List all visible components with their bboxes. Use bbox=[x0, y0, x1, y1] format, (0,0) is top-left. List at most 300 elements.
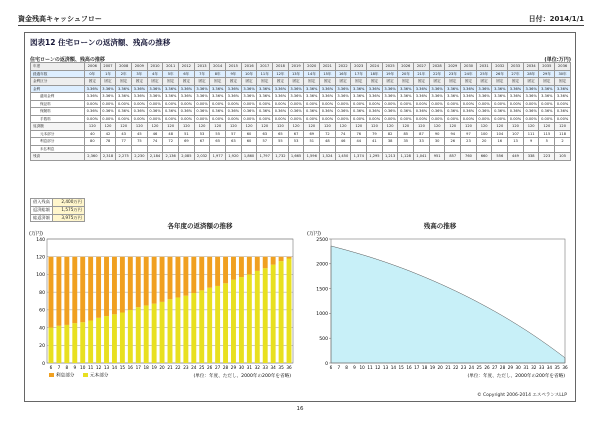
table-cell: 0.00% bbox=[539, 115, 555, 123]
elapsed-cell: 22年 bbox=[429, 70, 445, 78]
table-cell: 16 bbox=[492, 138, 508, 146]
bar-principal bbox=[263, 268, 268, 363]
x-tick-label: 21 bbox=[167, 365, 173, 370]
bar-interest bbox=[56, 257, 61, 326]
table-cell: 0.00% bbox=[492, 115, 508, 123]
year-cell: 2030 bbox=[461, 63, 477, 71]
x-tick-label: 10 bbox=[80, 365, 86, 370]
table-cell: 0.00% bbox=[179, 100, 195, 108]
table-row bbox=[31, 63, 571, 71]
table-cell: 3.36% bbox=[179, 93, 195, 101]
table-cell: 0.36% bbox=[508, 108, 524, 116]
table-cell: 3.36% bbox=[523, 93, 539, 101]
y-axis-unit: (万円) bbox=[29, 231, 43, 237]
table-cell: 固定 bbox=[382, 78, 398, 86]
table-cell: 固定 bbox=[147, 78, 163, 86]
table-cell: 0.00% bbox=[163, 100, 179, 108]
elapsed-cell: 1年 bbox=[100, 70, 116, 78]
y-tick-label: 500 bbox=[319, 337, 328, 342]
table-cell: 2,360 bbox=[85, 153, 101, 161]
page-number: 16 bbox=[296, 406, 304, 412]
x-tick-label: 30 bbox=[515, 365, 521, 370]
table-cell: 3.36% bbox=[241, 93, 257, 101]
table-row bbox=[31, 153, 571, 161]
table-cell bbox=[288, 145, 304, 153]
table-cell: 0.36% bbox=[398, 108, 414, 116]
table-cell: 120 bbox=[351, 123, 367, 131]
x-tick-label: 25 bbox=[199, 365, 205, 370]
table-cell: 0.00% bbox=[304, 100, 320, 108]
y-tick-label: 1000 bbox=[316, 312, 328, 318]
table-cell: 0.00% bbox=[461, 100, 477, 108]
table-cell: 3.36% bbox=[85, 93, 101, 101]
table-cell: 0.36% bbox=[210, 108, 226, 116]
copyright: © Copyright 2006-2014 エスペランスLLP bbox=[477, 393, 567, 398]
table-cell: 104 bbox=[492, 130, 508, 138]
table-cell: 69 bbox=[304, 130, 320, 138]
table-cell: 3.36% bbox=[445, 93, 461, 101]
table-unit: (単位:万円) bbox=[544, 57, 571, 63]
table-cell: 1,977 bbox=[210, 153, 226, 161]
table-cell: 20 bbox=[476, 138, 492, 146]
table-cell bbox=[476, 145, 492, 153]
table-cell: 120 bbox=[476, 123, 492, 131]
table-cell bbox=[147, 145, 163, 153]
table-cell: 3.36% bbox=[382, 85, 398, 93]
table-cell: 120 bbox=[539, 123, 555, 131]
table-row bbox=[31, 93, 571, 101]
table-cell: 3.36% bbox=[100, 93, 116, 101]
table-cell: 3.36% bbox=[241, 85, 257, 93]
table-cell bbox=[116, 145, 132, 153]
x-tick-label: 23 bbox=[183, 365, 189, 370]
y-tick-label: 1500 bbox=[316, 287, 328, 293]
year-cell: 2034 bbox=[523, 63, 539, 71]
table-cell: 0.00% bbox=[445, 115, 461, 123]
year-cell: 2012 bbox=[179, 63, 195, 71]
year-cell: 2025 bbox=[382, 63, 398, 71]
elapsed-cell: 0年 bbox=[85, 70, 101, 78]
bar-interest bbox=[255, 257, 260, 271]
x-tick-label: 15 bbox=[398, 365, 404, 370]
row-label: 年度 bbox=[31, 63, 85, 71]
table-cell bbox=[508, 145, 524, 153]
table-cell: 固定 bbox=[429, 78, 445, 86]
row-label: 金利区分 bbox=[31, 78, 85, 86]
table-cell: 67 bbox=[288, 130, 304, 138]
table-cell: 223 bbox=[539, 153, 555, 161]
x-tick-label: 26 bbox=[484, 365, 490, 370]
table-cell: 1,732 bbox=[273, 153, 289, 161]
year-cell: 2016 bbox=[241, 63, 257, 71]
table-cell: 74 bbox=[335, 130, 351, 138]
bar-principal bbox=[255, 271, 260, 363]
table-cell: 0.00% bbox=[398, 115, 414, 123]
table-cell: 3.36% bbox=[163, 93, 179, 101]
table-row bbox=[31, 130, 571, 138]
table-cell: 0.00% bbox=[273, 100, 289, 108]
x-tick-label: 25 bbox=[476, 365, 482, 370]
elapsed-cell: 28年 bbox=[523, 70, 539, 78]
table-cell: 0.00% bbox=[147, 115, 163, 123]
table-cell bbox=[445, 145, 461, 153]
x-tick-label: 22 bbox=[175, 365, 181, 370]
figure-frame bbox=[24, 32, 576, 402]
row-label: 適用金利 bbox=[31, 93, 85, 101]
x-tick-label: 22 bbox=[453, 365, 459, 370]
table-cell: 3.36% bbox=[476, 93, 492, 101]
table-cell: 固定 bbox=[273, 78, 289, 86]
bar-principal bbox=[96, 318, 101, 363]
table-cell bbox=[461, 145, 477, 153]
table-cell bbox=[539, 145, 555, 153]
row-label: 利息部分 bbox=[31, 138, 85, 146]
bar-principal bbox=[144, 305, 149, 363]
table-cell: 固定 bbox=[241, 78, 257, 86]
table-cell: 0.00% bbox=[320, 100, 336, 108]
x-tick-label: 33 bbox=[538, 365, 545, 370]
table-cell bbox=[132, 145, 148, 153]
table-cell: 120 bbox=[273, 123, 289, 131]
x-tick-label: 17 bbox=[414, 365, 420, 370]
x-tick-label: 17 bbox=[135, 365, 141, 370]
y-tick-label: 2500 bbox=[316, 237, 328, 243]
legend-swatch-interest bbox=[49, 373, 54, 377]
x-tick-label: 33 bbox=[262, 365, 268, 370]
table-cell: 固定 bbox=[163, 78, 179, 86]
table-cell: 0.36% bbox=[476, 108, 492, 116]
table-cell: 3.36% bbox=[320, 93, 336, 101]
elapsed-cell: 7年 bbox=[194, 70, 210, 78]
table-cell: 固定 bbox=[367, 78, 383, 86]
table-cell: 57 bbox=[226, 130, 242, 138]
table-cell bbox=[85, 145, 101, 153]
table-title: 住宅ローンの返済額、残高の推移 bbox=[30, 57, 105, 63]
table-cell: 0.00% bbox=[382, 100, 398, 108]
table-row bbox=[31, 78, 571, 86]
bar-principal bbox=[120, 313, 125, 363]
table-cell: 120 bbox=[555, 123, 571, 131]
x-axis-label: (単位：年度、ただし、2000年の200年を省略) bbox=[193, 374, 291, 379]
x-tick-label: 34 bbox=[270, 365, 276, 370]
page-header bbox=[18, 14, 584, 24]
table-cell: 3.36% bbox=[508, 93, 524, 101]
table-cell: 0.00% bbox=[351, 115, 367, 123]
table-cell: 0.00% bbox=[461, 115, 477, 123]
bar-interest bbox=[271, 257, 276, 265]
elapsed-cell: 5年 bbox=[163, 70, 179, 78]
table-cell: 0.36% bbox=[241, 108, 257, 116]
table-cell: 2,085 bbox=[179, 153, 195, 161]
bar-principal bbox=[168, 299, 173, 363]
table-cell: 3.36% bbox=[147, 93, 163, 101]
year-cell: 2019 bbox=[288, 63, 304, 71]
table-cell: 65 bbox=[210, 138, 226, 146]
table-cell: 120 bbox=[445, 123, 461, 131]
year-cell: 2033 bbox=[508, 63, 524, 71]
table-cell: 3.36% bbox=[523, 85, 539, 93]
table-cell: 46 bbox=[147, 130, 163, 138]
bar-interest bbox=[128, 257, 133, 310]
bar-interest bbox=[104, 257, 109, 316]
elapsed-cell: 3年 bbox=[132, 70, 148, 78]
table-cell bbox=[210, 145, 226, 153]
table-cell: 固定 bbox=[398, 78, 414, 86]
elapsed-cell: 6年 bbox=[179, 70, 195, 78]
table-cell: 65 bbox=[273, 130, 289, 138]
elapsed-cell: 17年 bbox=[351, 70, 367, 78]
table-cell: 0.00% bbox=[304, 115, 320, 123]
table-cell: 90 bbox=[429, 130, 445, 138]
table-cell: 固定 bbox=[194, 78, 210, 86]
table-cell: 3.36% bbox=[132, 93, 148, 101]
table-cell: 3.36% bbox=[414, 93, 430, 101]
table-cell bbox=[398, 145, 414, 153]
table-cell: 3.36% bbox=[304, 85, 320, 93]
x-tick-label: 31 bbox=[246, 365, 253, 370]
x-tick-label: 21 bbox=[445, 365, 451, 370]
table-cell: 3.36% bbox=[351, 93, 367, 101]
table-cell: 120 bbox=[226, 123, 242, 131]
table-cell: 0.00% bbox=[367, 100, 383, 108]
year-cell: 2010 bbox=[147, 63, 163, 71]
table-cell: 51 bbox=[304, 138, 320, 146]
table-cell: 85 bbox=[398, 130, 414, 138]
x-tick-label: 7 bbox=[57, 365, 61, 370]
table-cell: 固定 bbox=[476, 78, 492, 86]
table-cell: 3.36% bbox=[210, 93, 226, 101]
table-cell: 3.36% bbox=[163, 85, 179, 93]
elapsed-cell: 8年 bbox=[210, 70, 226, 78]
table-cell: 固定 bbox=[320, 78, 336, 86]
table-cell: 固定 bbox=[100, 78, 116, 86]
table-cell: 0.00% bbox=[539, 100, 555, 108]
table-cell: 60 bbox=[241, 138, 257, 146]
table-cell: 35 bbox=[398, 138, 414, 146]
bar-principal bbox=[72, 323, 77, 363]
bar-principal bbox=[49, 328, 54, 363]
year-cell: 2008 bbox=[116, 63, 132, 71]
bar-interest bbox=[168, 257, 173, 300]
table-cell: 3.36% bbox=[257, 93, 273, 101]
table-cell bbox=[382, 145, 398, 153]
x-tick-label: 36 bbox=[562, 365, 568, 370]
table-cell: 0.00% bbox=[179, 115, 195, 123]
year-cell: 2026 bbox=[398, 63, 414, 71]
x-tick-label: 34 bbox=[546, 365, 553, 370]
bar-interest bbox=[263, 257, 268, 269]
bar-principal bbox=[183, 296, 188, 363]
x-tick-label: 10 bbox=[359, 365, 365, 370]
table-cell: 1,665 bbox=[288, 153, 304, 161]
table-cell: 48 bbox=[320, 138, 336, 146]
year-cell: 2023 bbox=[351, 63, 367, 71]
table-cell: 0.36% bbox=[367, 108, 383, 116]
table-cell: 0.00% bbox=[210, 100, 226, 108]
table-cell bbox=[555, 145, 571, 153]
table-cell: 0.36% bbox=[116, 108, 132, 116]
table-cell: 1,374 bbox=[351, 153, 367, 161]
table-cell: 120 bbox=[382, 123, 398, 131]
y-tick-label: 120 bbox=[36, 255, 45, 261]
table-cell: 79 bbox=[367, 130, 383, 138]
elapsed-cell: 27年 bbox=[508, 70, 524, 78]
table-row bbox=[31, 138, 571, 146]
table-cell: 120 bbox=[508, 123, 524, 131]
table-cell bbox=[179, 145, 195, 153]
row-label: 保証料 bbox=[31, 100, 85, 108]
table-cell: 0.00% bbox=[523, 115, 539, 123]
legend-label: 元本部分 bbox=[90, 373, 109, 379]
x-tick-label: 14 bbox=[390, 365, 397, 370]
bar-principal bbox=[160, 302, 165, 363]
table-cell: 60 bbox=[241, 130, 257, 138]
table-cell: 3.36% bbox=[226, 85, 242, 93]
table-cell bbox=[320, 145, 336, 153]
year-cell: 2014 bbox=[210, 63, 226, 71]
x-tick-label: 24 bbox=[468, 365, 475, 370]
table-cell: 55 bbox=[210, 130, 226, 138]
table-row bbox=[31, 70, 571, 78]
table-cell: 0.36% bbox=[539, 108, 555, 116]
table-cell: 2,318 bbox=[100, 153, 116, 161]
table-cell: 固定 bbox=[523, 78, 539, 86]
table-cell: 0.00% bbox=[476, 115, 492, 123]
table-cell: 0.00% bbox=[335, 100, 351, 108]
x-tick-label: 16 bbox=[406, 365, 412, 370]
bar-interest bbox=[72, 257, 77, 323]
table-cell: 3.36% bbox=[320, 85, 336, 93]
table-cell: 0.00% bbox=[163, 115, 179, 123]
table-cell: 63 bbox=[257, 130, 273, 138]
elapsed-cell: 23年 bbox=[445, 70, 461, 78]
table-cell: 41 bbox=[367, 138, 383, 146]
report-date: 日付：2014/1/1 bbox=[528, 15, 584, 23]
table-cell bbox=[429, 145, 445, 153]
year-cell: 2007 bbox=[100, 63, 116, 71]
y-tick-label: 0 bbox=[42, 361, 45, 367]
table-cell: 53 bbox=[288, 138, 304, 146]
table-cell: 1,295 bbox=[367, 153, 383, 161]
table-cell: 72 bbox=[163, 138, 179, 146]
table-cell: 26 bbox=[445, 138, 461, 146]
bar-principal bbox=[88, 320, 93, 363]
table-cell bbox=[100, 145, 116, 153]
summary-value: 3,975万円 bbox=[52, 214, 84, 222]
x-tick-label: 20 bbox=[159, 365, 165, 370]
table-cell: 97 bbox=[461, 130, 477, 138]
table-cell: 120 bbox=[492, 123, 508, 131]
table-cell: 0.36% bbox=[100, 108, 116, 116]
x-tick-label: 36 bbox=[286, 365, 292, 370]
x-tick-label: 29 bbox=[230, 365, 237, 370]
elapsed-cell: 13年 bbox=[288, 70, 304, 78]
table-cell: 0.36% bbox=[85, 108, 101, 116]
table-cell: 5 bbox=[539, 138, 555, 146]
table-cell bbox=[226, 145, 242, 153]
row-label: 未払利息 bbox=[31, 145, 85, 153]
table-cell: 3.36% bbox=[116, 85, 132, 93]
table-cell: 3.36% bbox=[304, 93, 320, 101]
table-cell: 3.36% bbox=[555, 85, 571, 93]
table-cell: 338 bbox=[523, 153, 539, 161]
table-cell: 0.00% bbox=[100, 115, 116, 123]
table-cell: 120 bbox=[461, 123, 477, 131]
year-cell: 2009 bbox=[132, 63, 148, 71]
table-cell: 固定 bbox=[555, 78, 571, 86]
table-cell: 3.36% bbox=[335, 85, 351, 93]
y-tick-label: 0 bbox=[325, 361, 328, 367]
table-cell: 48 bbox=[163, 130, 179, 138]
year-cell: 2022 bbox=[335, 63, 351, 71]
table-cell: 3.36% bbox=[288, 85, 304, 93]
table-cell: 固定 bbox=[492, 78, 508, 86]
bar-principal bbox=[247, 274, 252, 363]
table-cell: 0.36% bbox=[555, 108, 571, 116]
x-tick-label: 16 bbox=[127, 365, 133, 370]
x-tick-label: 29 bbox=[507, 365, 514, 370]
table-cell: 0.00% bbox=[132, 115, 148, 123]
x-tick-label: 6 bbox=[49, 365, 53, 370]
table-cell: 115 bbox=[539, 130, 555, 138]
table-cell: 120 bbox=[429, 123, 445, 131]
bar-interest bbox=[152, 257, 157, 304]
table-row bbox=[31, 108, 571, 116]
table-cell: 固定 bbox=[445, 78, 461, 86]
table-cell: 0.00% bbox=[508, 100, 524, 108]
table-cell: 38 bbox=[382, 138, 398, 146]
table-cell: 固定 bbox=[539, 78, 555, 86]
summary-label: 返済総額 bbox=[31, 206, 53, 214]
elapsed-cell: 19年 bbox=[382, 70, 398, 78]
elapsed-cell: 21年 bbox=[414, 70, 430, 78]
year-cell: 2029 bbox=[445, 63, 461, 71]
bar-interest bbox=[120, 257, 125, 313]
table-cell: 固定 bbox=[304, 78, 320, 86]
table-cell: 固定 bbox=[85, 78, 101, 86]
table-cell: 0.00% bbox=[210, 115, 226, 123]
table-cell: 13 bbox=[508, 138, 524, 146]
x-tick-label: 19 bbox=[151, 365, 157, 370]
x-tick-label: 27 bbox=[214, 365, 221, 370]
table-cell: 40 bbox=[85, 130, 101, 138]
y-axis-unit: (万円) bbox=[307, 231, 321, 237]
bar-principal bbox=[112, 314, 117, 363]
bar-interest bbox=[239, 257, 244, 277]
table-cell bbox=[273, 145, 289, 153]
table-cell: 3.36% bbox=[288, 93, 304, 101]
year-cell: 2020 bbox=[304, 63, 320, 71]
elapsed-cell: 11年 bbox=[257, 70, 273, 78]
bar-interest bbox=[207, 257, 212, 288]
x-tick-label: 12 bbox=[375, 365, 381, 370]
bar-principal bbox=[191, 293, 196, 363]
table-cell: 0.00% bbox=[508, 115, 524, 123]
table-cell: 3.36% bbox=[461, 85, 477, 93]
table-cell: 0.00% bbox=[194, 115, 210, 123]
table-cell: 94 bbox=[445, 130, 461, 138]
table-cell: 3.36% bbox=[351, 85, 367, 93]
x-tick-label: 11 bbox=[367, 365, 373, 370]
table-cell: 120 bbox=[257, 123, 273, 131]
year-cell: 2027 bbox=[414, 63, 430, 71]
table-cell: 3.36% bbox=[414, 85, 430, 93]
table-cell: 固定 bbox=[351, 78, 367, 86]
table-cell: 120 bbox=[116, 123, 132, 131]
elapsed-cell: 30年 bbox=[555, 70, 571, 78]
elapsed-cell: 18年 bbox=[367, 70, 383, 78]
table-cell: 3.36% bbox=[555, 93, 571, 101]
